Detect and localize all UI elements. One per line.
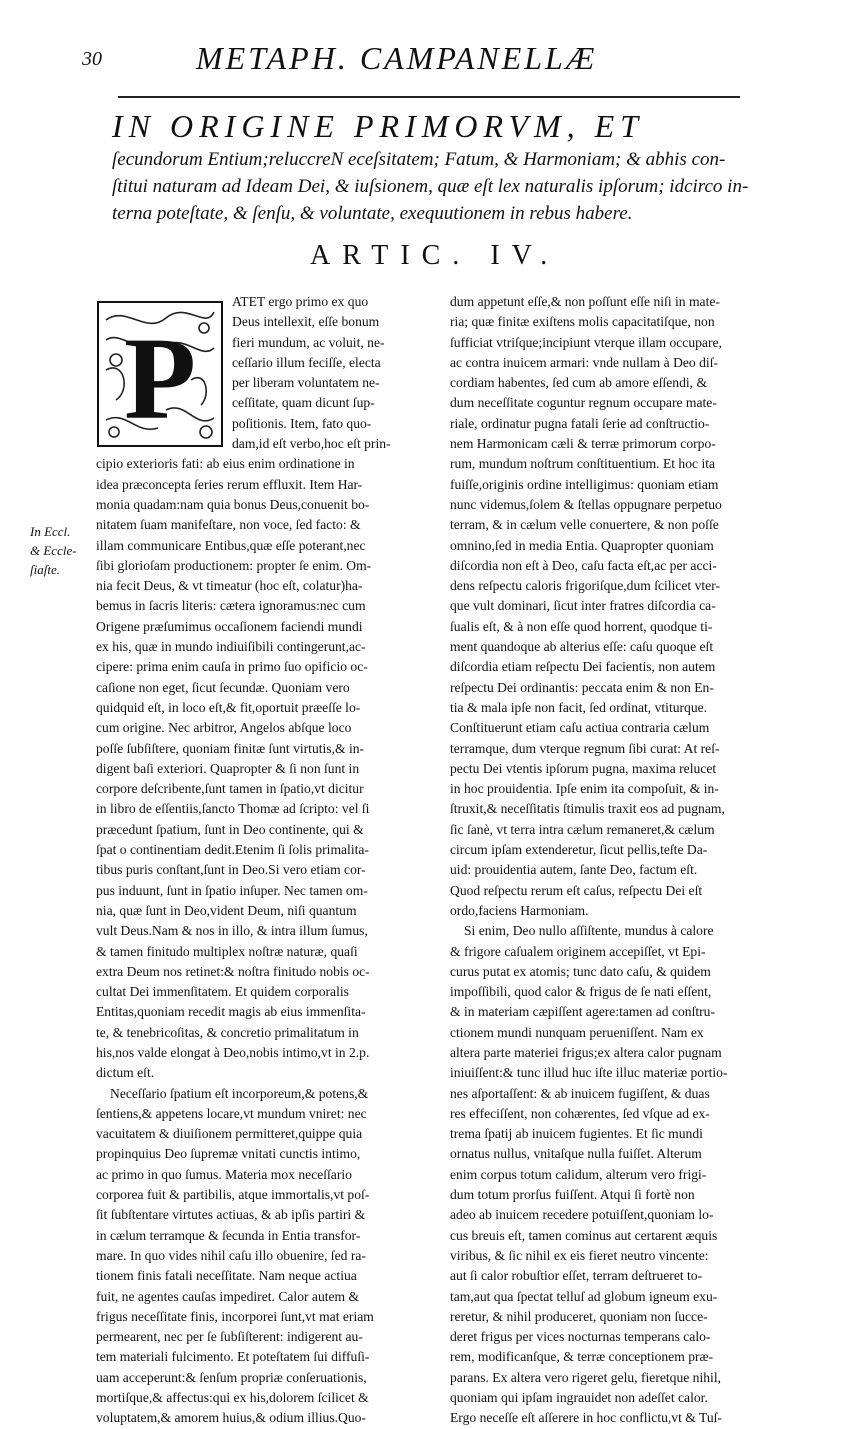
text-line: in cælum terramque & ſecunda in Entia transfor- xyxy=(96,1227,361,1243)
text-line: nitatem ſuam manifeſtare, non voce, ſed facto: & xyxy=(96,517,361,533)
text-line: diſcordia non eſt à Deo, caſu facta eſt,ac per acci- xyxy=(450,557,717,573)
text-line: ſibi glorioſam productionem: propter ſe enim. Om- xyxy=(96,557,372,573)
text-line: permearent, nec per ſe ſubſiſterent: indigerent au- xyxy=(96,1329,363,1345)
right-column xyxy=(450,292,792,1429)
text-line: ſic ſanè, vt terra intra cælum remaneret,& cælum xyxy=(450,821,715,837)
text-line: ment quandoque ab alterius eſſe: caſu quoque eſt xyxy=(450,639,714,655)
text-line: ac contra inuicem armari: vnde nullam à Deo diſ- xyxy=(450,354,718,370)
text-line: que vult dominari, ſicut inter fratres diſcordia ca- xyxy=(450,598,716,614)
text-line: nem Harmonicam cæli & terræ primorum corpo- xyxy=(450,436,716,452)
text-line: impoſſibili, quod calor & frigus de ſe nati eſſent, xyxy=(450,984,712,1000)
running-head: METAPH. CAMPANELLÆ xyxy=(196,40,598,76)
text-line: Si enim, Deo nullo aſſiſtente, mundus à calore xyxy=(464,923,714,939)
text-line: Ergo neceſſe eſt aſſerere in hoc conflictu,vt & Tuſ- xyxy=(450,1410,722,1426)
text-line: fuit, ne agentes cauſas impediret. Calor autem & xyxy=(96,1288,360,1304)
text-line: iniuiſſent:& tunc illud huc iſte illuc materiæ portio- xyxy=(450,1065,728,1081)
heading-line: ſecundorum Entium;reluccreN eceſsitatem; Fatum, & Harmoniam; & abhis con- xyxy=(112,149,726,170)
text-line: ceſſitate, quam dicunt ſup- xyxy=(232,395,375,411)
text-line: cultat Dei immenſitatem. Et quidem corporalis xyxy=(96,984,349,1000)
margin-note-line: In Eccl. xyxy=(30,524,71,539)
text-line: ſufficiat vtriſque;incipiunt vterque illam occupare, xyxy=(450,334,722,350)
text-line: riale, ordinatur pugna fatali ſerie ad conſtructio- xyxy=(450,415,710,431)
text-line: nia fecit Deus, & vt timeatur (hoc eſt, colatur)ha- xyxy=(96,578,363,594)
text-line: in hoc prouidentia. Ipſe enim ita compoſuit, & in- xyxy=(450,781,719,797)
text-line: reſpectu Dei ordinantis: peccata enim & non En- xyxy=(450,679,714,695)
text-line: rum, mundum noſtrum conſtituentium. Et hoc ita xyxy=(450,456,716,472)
text-line: terramque, dum vterque regnum ſibi curat: At reſ- xyxy=(450,740,720,756)
text-line: ex his, quæ in mundo indiuiſibili contingerunt,ac- xyxy=(96,639,366,655)
text-line: ſtruxit,& neceſſitatis ſtimulis traxit eos ad pugnam, xyxy=(450,801,725,817)
text-line: Deus intellexit, eſſe bonum xyxy=(232,314,380,330)
text-line: ordo,faciens Harmoniam. xyxy=(450,902,589,918)
text-line: extra Deum nos retinet:& noſtra finitudo nobis oc- xyxy=(96,963,370,979)
margin-note-line: ſiaſte. xyxy=(30,562,60,577)
text-line: nunc videmus,ſolem & ſtellas oppugnare perpetuo xyxy=(450,496,722,512)
text-line: & in materiam cæpiſſent agere:tamen ad conſtru- xyxy=(450,1004,715,1020)
text-line: in libro de eſſentiis,ſancto Thomæ ad ſcripto: vel ſi xyxy=(96,801,370,817)
text-line: ac primo in quo ſumus. Materia mox neceſſario xyxy=(96,1166,352,1182)
text-line: Entitas,quoniam recedit magis ab eius immenſita- xyxy=(96,1004,366,1020)
heading-line: ſtitui naturam ad Ideam Dei, & iuſsionem, quæ eſt lex naturalis ipſorum; idcirco in- xyxy=(112,176,749,197)
text-line: aut ſi calor robuſtior eſſet, terram deſtrueret to- xyxy=(450,1268,703,1284)
text-line: pus induunt, ſunt in ſpatio inſuper. Nec tamen om- xyxy=(96,882,368,898)
text-line: caſione non eget, ſicut ſecundæ. Quoniam vero xyxy=(96,679,350,695)
page-number: 30 xyxy=(82,48,102,70)
text-line: tibus puris conſtant,ſunt in Deo.Si vero etiam cor- xyxy=(96,862,366,878)
text-line: quidquid eſt, in loco eſt,& fit,oportuit præeſſe lo- xyxy=(96,699,361,715)
text-line: ſit ſubſtentare virtutes actiuas, & ab ipſis partiri & xyxy=(96,1207,366,1223)
text-line: terram, & in cælum velle conuertere, & non poſſe xyxy=(450,517,719,533)
text-line: Quod reſpectu rerum eſt caſus, reſpectu Dei eſt xyxy=(450,882,703,898)
text-line: Neceſſario ſpatium eſt incorporeum,& potens,& xyxy=(110,1085,369,1101)
text-line: adeo ab inuicem recedere potuiſſent,quoniam lo- xyxy=(450,1207,714,1223)
text-line: monia quadam:nam quia bonus Deus,conuenit bo- xyxy=(96,496,370,512)
text-line: enim corpus totum calidum, alterum vero frigi- xyxy=(450,1166,707,1182)
text-line: voluptatem,& amorem huius,& odium illius.Quo- xyxy=(96,1410,366,1426)
text-line: ctionem mundi nunquam perueniſſent. Nam ex xyxy=(450,1024,704,1040)
text-line: rem, modificanſque, & terræ conceptionem præ- xyxy=(450,1349,714,1365)
text-line: dum totum prorſus fuiſſent. Atqui ſi fortè non xyxy=(450,1187,695,1203)
text-line: ſpat o continentiam dedit.Etenim ſi ſolis primalita- xyxy=(96,842,369,858)
text-line: poſitionis. Item, fato quo- xyxy=(232,415,372,431)
text-line: dens reſpectu caloris frigoriſque,dum ſcilicet vter- xyxy=(450,578,720,594)
text-line: cus breuis eſt, tamen cominus aut certarent æquis xyxy=(450,1227,718,1243)
text-line: & frigore caſualem originem accepiſſet, vt Epi- xyxy=(450,943,706,959)
text-line: deret frigus per vices nocturnas temperans calo- xyxy=(450,1329,711,1345)
text-line: nia, quæ ſunt in Deo,vident Deum, niſi quantum xyxy=(96,902,357,918)
margin-note-line: & Eccle- xyxy=(30,543,77,558)
text-line: mare. In quo vides nihil caſu illo obuenire, ſed ra- xyxy=(96,1247,366,1263)
text-line: cipere: prima enim cauſa in primo ſuo opificio oc- xyxy=(96,659,368,675)
left-column xyxy=(96,292,436,1429)
text-line: corporea fuit & partibilis, atque immortalis,vt poſ- xyxy=(96,1187,370,1203)
text-line: idea præconcepta ſeries rerum effluxit. Item Har- xyxy=(96,476,363,492)
text-line: frigus neceſſitate finis, incorporei ſunt,vt mat eriam xyxy=(96,1308,374,1324)
text-line: ria; quæ finitæ exiſtens molis capacitatiſque, non xyxy=(450,314,715,330)
text-line: vult Deus.Nam & nos in illo, & intra illum ſumus, xyxy=(96,923,368,939)
heading-line: terna poteſtate, & ſenſu, & voluntate, exequutionem in rebus habere. xyxy=(112,203,633,224)
text-line: poſſe ſubſiſtere, quoniam finitæ ſunt virtutis,& in- xyxy=(96,740,365,756)
text-line: ATET ergo primo ex quo xyxy=(232,294,369,309)
text-line: tia & mala ipſe non facit, ſed ordinat, vtiturque. xyxy=(450,699,708,715)
text-line: dam,id eſt verbo,hoc eſt prin- xyxy=(232,436,391,452)
text-line: circum ipſam extenderetur, ſicut pellis,teſte Da- xyxy=(450,842,708,858)
text-line: dum appetunt eſſe,& non poſſunt eſſe niſi in mate- xyxy=(450,294,720,309)
text-line: mortiſque,& affectus:qui ex his,dolorem ſcilicet & xyxy=(96,1390,369,1406)
text-line: bemus in ſacris literis: cætera ignoramus:nec cum xyxy=(96,598,366,614)
text-line: ceſſario illum feciſſe, electa xyxy=(232,354,381,370)
text-line: uam acceperunt:& ſenſum propriæ conſeruationis, xyxy=(96,1369,367,1385)
text-line: corpore deſcribente,ſunt tamen in ſpatio,vt dicitur xyxy=(96,781,364,797)
text-line: ſentiens,& appetens locare,vt mundum vniret: nec xyxy=(96,1105,367,1121)
text-line: uid: prouidentia autem, ſante Deo, factum eſt. xyxy=(450,862,698,878)
text-line: & tamen finitudo multiplex noſtræ naturæ, quaſi xyxy=(96,943,358,959)
text-line: dum neceſſitate coguntur regnum occupare mate- xyxy=(450,395,717,411)
heading-first-line: IN ORIGINE PRIMORVM, ET xyxy=(112,108,644,144)
text-line: his,nos valde elongat à Deo,nobis intimo,vt in 2.p. xyxy=(96,1044,370,1060)
header-rule xyxy=(118,96,740,98)
section-heading xyxy=(112,106,782,227)
text-line: fuiſſe,originis ordine intelligimus: quoniam etiam xyxy=(450,476,719,492)
text-line: præcedunt ſpatium, ſunt in Deo continente, qui & xyxy=(96,821,364,837)
text-line: res effeciſſent, non cohærentes, ſed vſque ad ex- xyxy=(450,1105,710,1121)
text-line: fieri mundum, ac voluit, ne- xyxy=(232,334,385,350)
text-line: ornatus nullus, vnitaſque nulla fuiſſet. Alterum xyxy=(450,1146,702,1162)
text-line: vacuitatem & diuiſionem permitteret,quippe quia xyxy=(96,1126,363,1142)
text-line: viribus, & ſic nihil ex eis fieret neutro vincente: xyxy=(450,1247,709,1263)
text-line: tem materiali fulcimento. Et poteſtatem ſui diffuſi- xyxy=(96,1349,370,1365)
text-line: parans. Ex altera vero rigeret gelu, fieretque nihil, xyxy=(450,1369,721,1385)
text-line: cum origine. Nec arbitror, Angelos abſque loco xyxy=(96,720,352,736)
text-line: Origene præſumimus occaſionem faciendi mundi xyxy=(96,618,363,634)
svg-text:P: P xyxy=(123,313,197,444)
text-line: altera parte materiei frigus;ex altera calor pugnam xyxy=(450,1044,722,1060)
text-line: tionem finis fatali neceſſitate. Nam neque actiua xyxy=(96,1268,357,1284)
text-line: te, & tenebricoſitas, & concretio primalitatum in xyxy=(96,1024,359,1040)
text-line: reretur, & nihil produceret, quoniam non ſucce- xyxy=(450,1308,708,1324)
text-line: nes aſportaſſent: & ab inuicem fugiſſent, & duas xyxy=(450,1085,710,1101)
text-line: digent baſi exteriori. Quapropter & ſi non ſunt in xyxy=(96,760,360,776)
text-line: pectu Dei vtentis ipſorum pugna, maxima relucet xyxy=(450,760,717,776)
text-line: cordiam habentes, ſed cum ab amore eſſendi, & xyxy=(450,375,708,391)
text-line: Conſtituerunt etiam caſu actiua contraria cælum xyxy=(450,720,710,736)
text-line: tam,aut qua ſpectat telluſ ad globum igneum exu- xyxy=(450,1288,718,1304)
text-line: cipio exterioris fati: ab eius enim ordinatione in xyxy=(96,456,355,472)
text-line: per liberam voluntatem ne- xyxy=(232,375,380,391)
text-line: propinquius Deo ſupremæ vnitati cunctis intimo, xyxy=(96,1146,361,1162)
margin-note xyxy=(30,522,94,579)
article-title: ARTIC. IV. xyxy=(310,240,560,271)
text-line: quoniam qui ipſam ingrauidet non adeſſet calor. xyxy=(450,1390,708,1406)
text-line: curus putat ex atomis; tunc dato caſu, & quidem xyxy=(450,963,711,979)
text-line: dictum eſt. xyxy=(96,1065,155,1081)
text-line: omnino,ſed in media Entia. Quapropter quoniam xyxy=(450,537,714,553)
text-line: diſcordia etiam reſpectu Dei facientis, non autem xyxy=(450,659,716,675)
text-line: illam communicare Entibus,quæ eſſe poterant,nec xyxy=(96,537,366,553)
text-line: trema ſpatij ab inuicem fugientes. Et ſic mundi xyxy=(450,1126,703,1142)
text-line: ſualis eſt, & à non eſſe quod horrent, quodque ti- xyxy=(450,618,713,634)
